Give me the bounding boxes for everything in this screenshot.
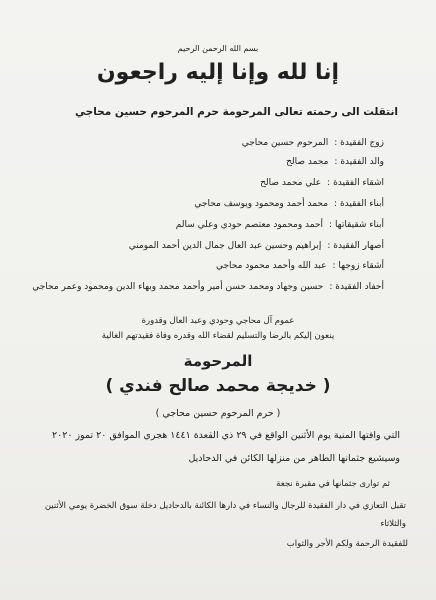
deceased-title: المرحومة (183, 352, 253, 370)
closing-line: للفقيدة الرحمة ولكم الأجر والثواب (286, 539, 408, 549)
relative-label: والد الفقيدة : (334, 157, 384, 167)
relative-label: أبناء شقيقاتها : (329, 220, 384, 230)
funeral-line: وسيشيع جثمانها الطاهر من منزلها الكائن في الدحاديل (188, 453, 400, 464)
basmala: بسم الله الرحمن الرحيم (177, 44, 259, 53)
headline: إنا لله وإنا إليه راجعون (96, 60, 340, 85)
condolence-line: ينعون إليكم بالرضا والتسليم لقضاء الله وقدره وفاة فقيدتهم الغالية (101, 331, 335, 341)
relative-value: المرحوم حسين محاجي (241, 138, 329, 148)
relative-label: أبناء الفقيدة : (334, 199, 384, 209)
deceased-name: ( خديجة محمد صالح فندي ) (105, 376, 331, 396)
relative-value: إبراهيم وحسين عبد العال جمال الدين أحمد المومني (128, 241, 322, 251)
death-date-line: التي وافتها المنية يوم الأثنين الواقع في ٢٩ ذي القعدة ١٤٤١ هجري الموافق ٢٠ تموز ٢٠٢٠ (52, 430, 400, 441)
relative-label: أصهار الفقيدة : (327, 241, 384, 251)
burial-line: ثم توارى جثمانها في مقبرة نجعة (276, 479, 390, 489)
relative-label: أشقاء زوجها : (332, 261, 384, 271)
relative-value: حسين وجهاد ومحمد حسن أمير وأحمد محمد وبهاء الدين ومحمود وعمر محاجي (32, 282, 324, 292)
relative-label: اشقاء الفقيدة : (327, 178, 384, 188)
relative-value: محمد صالح (286, 157, 329, 167)
relative-row (129, 241, 384, 251)
relative-label: أحفاد الفقيدة : (329, 282, 384, 292)
relative-row (176, 220, 384, 230)
relative-row (194, 199, 384, 209)
deceased-subtitle: ( حرم المرحوم حسين محاجي ) (155, 408, 281, 419)
relative-row (286, 157, 384, 167)
relative-value: عبد الله وأحمد محمود محاجي (215, 261, 327, 271)
relative-row (260, 178, 384, 188)
relative-value: محمد أحمد ومحمود ويوسف محاجي (194, 199, 329, 209)
relative-label: زوج الفقيدة : (334, 138, 384, 148)
families-line: عموم آل محاجي وحودي وعبد العال وقدورة (141, 316, 295, 326)
relative-row (242, 138, 384, 148)
relative-value: أحمد ومحمود معتصم حودي وعلي سالم (175, 220, 324, 230)
intro-line: انتقلت الى رحمته تعالى المرحومة حرم المرحوم حسين محاجي (75, 106, 398, 118)
relative-value: علي محمد صالح (260, 178, 322, 188)
relative-row (23, 282, 384, 292)
relative-row (216, 261, 384, 271)
condolence-venue-line: تقبل التعازي في دار الفقيدة للرجال والنساء في دارها الكائنة بالدحاديل دخلة سوق الخضرة يومي الأثنين والثلاثاء (44, 501, 406, 529)
